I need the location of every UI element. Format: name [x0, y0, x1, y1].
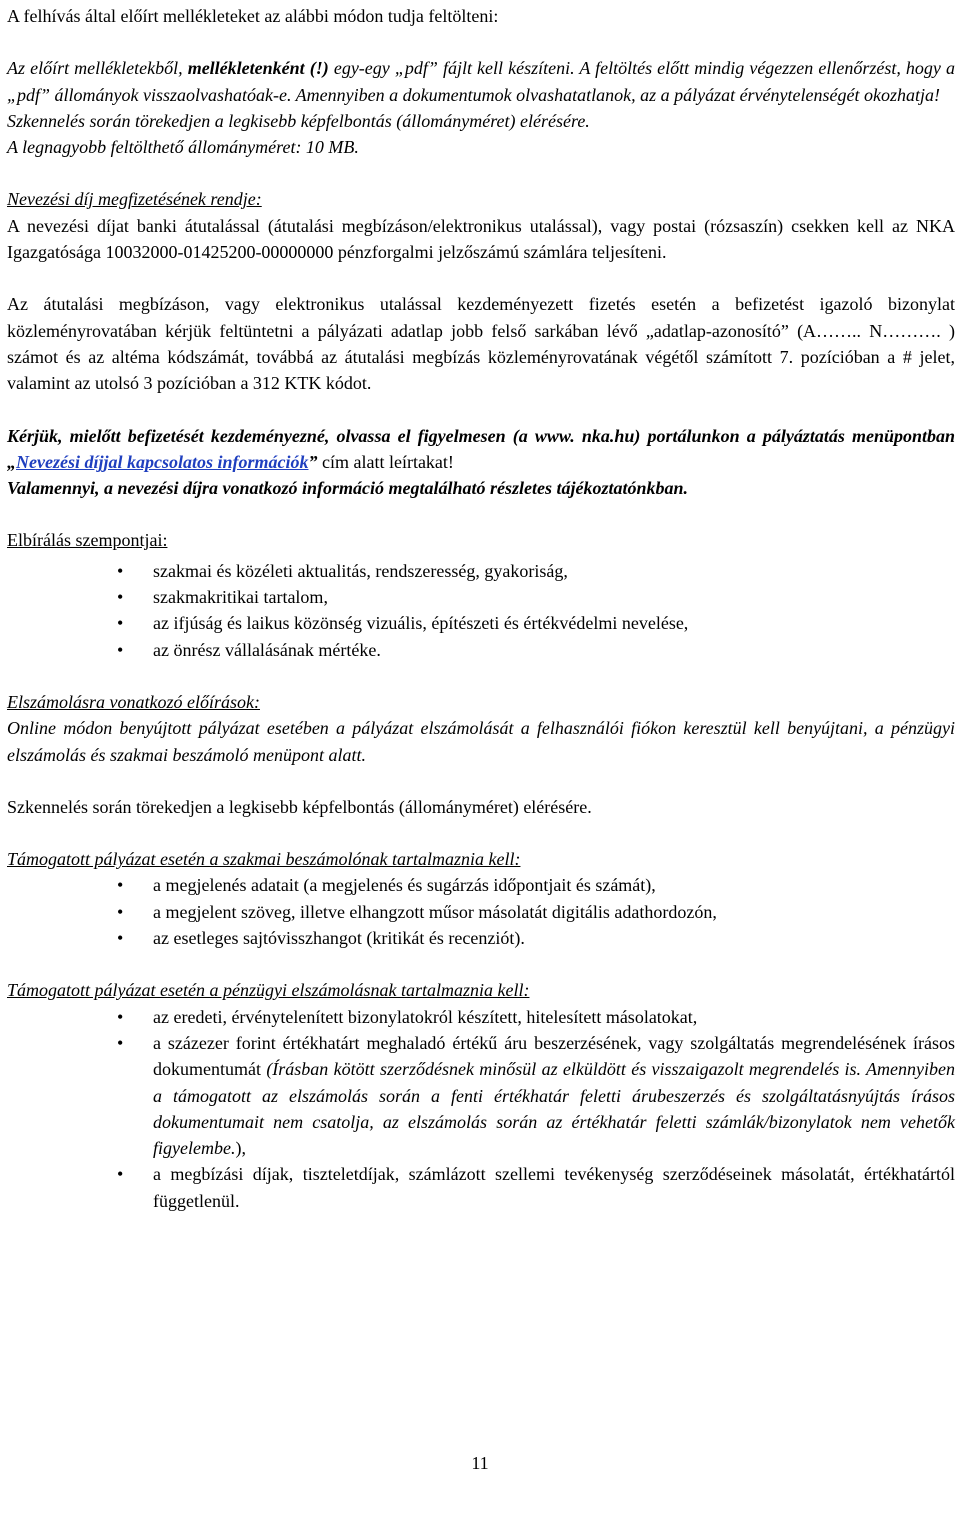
fee-info-link[interactable]: Nevezési díjjal kapcsolatos információk [16, 451, 309, 472]
max-file-size: A legnagyobb feltölthető állományméret: 10 MB. [7, 137, 359, 158]
bullet-icon: • [117, 613, 124, 634]
transfer-paragraph: Az átutalási megbízáson, vagy elektronikus utalással kezdeményezett fizetés esetén a befizetést igazoló bizonylat közleményrovatában kérjük feltüntetni a pályázati adatlap jobb felső sarkában lévő „adatlap-azonosító” (A…….. N………. ) számot és az altéma kódszámát, továbbá az átutalási megbízás közleményrovatának végétől számított 7. pozícióban a # jelet, valamint az utolsó 3 pozícióban a 312 KTK kódot. [7, 294, 955, 394]
settlement-heading: Elszámolásra vonatkozó előírások: [7, 691, 260, 712]
financial-list [7, 1004, 955, 1214]
fee-heading: Nevezési díj megfizetésének rendje: [7, 189, 262, 210]
list-item: • szakmai és közéleti aktualitás, rendszeresség, gyakoriság, [7, 558, 955, 584]
bullet-icon: • [117, 639, 124, 660]
bullet-icon: • [117, 560, 124, 581]
criteria-heading: Elbírálás szempontjai: [7, 530, 168, 551]
list-item: • szakmakritikai tartalom, [7, 584, 955, 610]
bullet-icon: • [117, 1006, 124, 1027]
emphasis-per-attachment: mellékletenként (!) [187, 58, 329, 79]
fee-note-2: Valamennyi, a nevezési díjra vonatkozó információ megtalálható részletes tájékoztatónkban. [7, 478, 689, 499]
fee-note: Kérjük, mielőtt befizetését kezdeményezné, olvassa el figyelmesen (a www. nka.hu) portálunkon a pályáztatás menüpontban „Nevezési díjjal kapcsolatos információk” cím alatt leírtakat! [7, 425, 955, 472]
criteria-list [7, 558, 955, 663]
list-item: • az eredeti, érvénytelenített bizonylatokról készített, hitelesített másolatokat, [7, 1004, 955, 1030]
list-item: • az önrész vállalásának mértéke. [7, 637, 955, 663]
list-item: • az esetleges sajtóvisszhangot (kritikát és recenziót). [7, 925, 955, 951]
intro-line: A felhívás által előírt mellékleteket az alábbi módon tudja feltölteni: [7, 6, 499, 26]
list-item: • az ifjúság és laikus közönség vizuális, építészeti és értékvédelmi nevelése, [7, 610, 955, 636]
list-item: • a megjelenés adatait (a megjelenés és sugárzás időpontjait és számát), [7, 872, 955, 898]
intro-paragraph: Az előírt mellékletekből, mellékletenként (!) egy-egy „pdf” fájlt kell készíteni. A feltöltés előtt mindig végezzen ellenőrzést, hogy a „pdf” állományok visszaolvashatóak-e. Amennyiben a dokumentumok olvashatatlanok, az a pályázat érvénytelenségét okozhatja! [7, 58, 956, 105]
scan-note-2: Szkennelés során törekedjen a legkisebb képfelbontás (állományméret) elérésére. [7, 796, 592, 817]
fee-paragraph: A nevezési díjat banki átutalással (átutalási megbízáson/elektronikus utalással), vagy postai (rózsaszín) csekken kell az NKA Igazgatósága 10032000-01425200-00000000 pénzforgalmi jelzőszámú számlára teljesíteni. [7, 215, 955, 263]
list-item: • a százezer forint értékhatárt meghaladó értékű áru beszerzésének, vagy szolgáltatás megrendelésének írásos dokumentumát (Írásban kötött szerződésnek minősül az elküldött és visszaigazolt megrendelés is. Amennyiben a támogatott az elszámolás során a fenti értékhatár feletti árubeszerzés és szolgáltatásnyújtás írásos dokumentumait nem csatolja, az elszámolás során az értékhatár feletti számlák/bizonylatok nem vehetők figyelembe.), [7, 1030, 955, 1161]
bullet-icon: • [117, 1032, 124, 1053]
financial-heading: Támogatott pályázat esetén a pénzügyi elszámolásnak tartalmaznia kell: [7, 980, 530, 1001]
page-number: 11 [471, 1453, 489, 1473]
professional-list [7, 872, 955, 951]
scan-note: Szkennelés során törekedjen a legkisebb képfelbontás (állományméret) elérésére. [7, 110, 590, 131]
bullet-icon: • [117, 928, 124, 949]
list-item: • a megjelent szöveg, illetve elhangzott műsor másolatát digitális adathordozón, [7, 899, 955, 925]
bullet-icon: • [117, 1164, 124, 1185]
bullet-icon: • [117, 901, 124, 922]
bullet-icon: • [117, 587, 124, 608]
professional-heading: Támogatott pályázat esetén a szakmai beszámolónak tartalmaznia kell: [7, 849, 521, 870]
document-page [7, 0, 955, 1214]
list-item: • a megbízási díjak, tiszteletdíjak, számlázott szellemi tevékenység szerződéseinek másolatát, értékhatártól függetlenül. [7, 1161, 955, 1214]
bullet-icon: • [117, 875, 124, 896]
settlement-paragraph: Online módon benyújtott pályázat esetében a pályázat elszámolását a felhasználói fiókon keresztül kell benyújtani, a pénzügyi elszámolás és szakmai beszámoló menüpont alatt. [7, 718, 955, 765]
